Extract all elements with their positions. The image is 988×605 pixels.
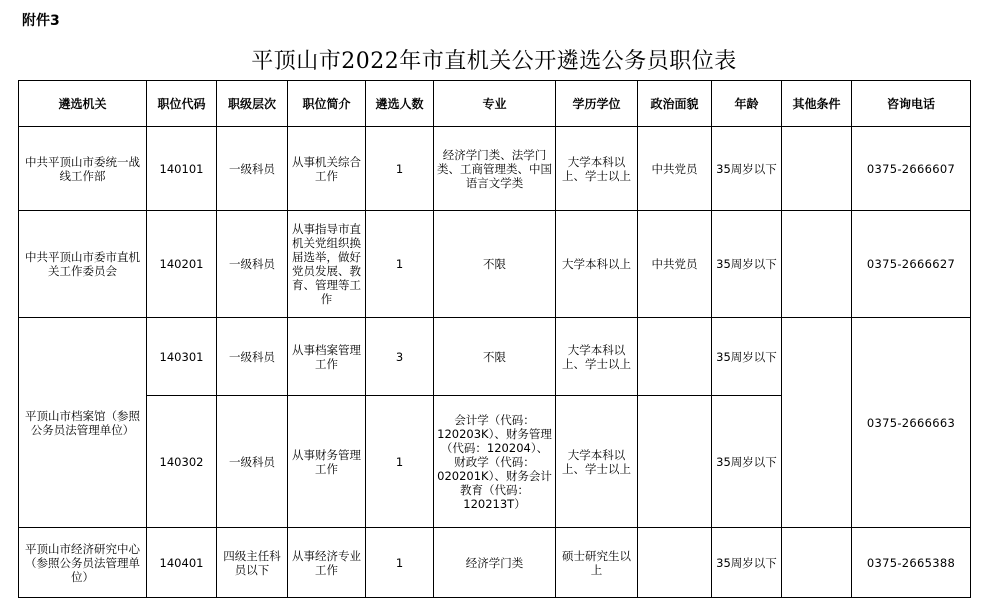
- header-row: [19, 81, 971, 127]
- edu-cell: 硕士研究生以上: [556, 528, 638, 598]
- level-cell: 一级科员: [217, 211, 288, 318]
- positions-table: [18, 80, 971, 598]
- major-cell: 经济学门类、法学门类、工商管理类、中国语言文学类: [434, 127, 556, 211]
- header-cell: 其他条件: [782, 81, 852, 127]
- code-cell: 140201: [147, 211, 217, 318]
- other-cell: [782, 211, 852, 318]
- header-cell: 专业: [434, 81, 556, 127]
- intro-text: 从事指导市直机关党组织换届选举，做好党员发展、教育、管理等工作: [292, 222, 361, 306]
- other-cell: [782, 528, 852, 598]
- org-cell: 平顶山市档案馆（参照公务员法管理单位）: [19, 318, 147, 528]
- age-cell: 35周岁以下: [712, 396, 782, 528]
- org-cell: 平顶山市经济研究中心（参照公务员法管理单位）: [19, 528, 147, 598]
- count-cell: 1: [366, 127, 434, 211]
- header-cell: 学历学位: [556, 81, 638, 127]
- table-row: [19, 211, 971, 318]
- phone-cell: 0375-2665388: [852, 528, 971, 598]
- level-cell: 四级主任科员以下: [217, 528, 288, 598]
- table-row: [19, 528, 971, 598]
- count-cell: 1: [366, 528, 434, 598]
- political-cell: 中共党员: [638, 211, 712, 318]
- intro-cell: 从事档案管理工作: [288, 318, 366, 396]
- header-cell: 遴选机关: [19, 81, 147, 127]
- intro-cell: 从事财务管理工作: [288, 396, 366, 528]
- phone-cell: 0375-2666607: [852, 127, 971, 211]
- major-cell: 不限: [434, 211, 556, 318]
- political-cell: 中共党员: [638, 127, 712, 211]
- header-cell: 咨询电话: [852, 81, 971, 127]
- level-cell: 一级科员: [217, 396, 288, 528]
- org-cell: 中共平顶山市委市直机关工作委员会: [19, 211, 147, 318]
- page-title: 平顶山市2022年市直机关公开遴选公务员职位表: [251, 49, 737, 74]
- age-cell: 35周岁以下: [712, 528, 782, 598]
- count-cell: 1: [366, 396, 434, 528]
- political-cell: [638, 528, 712, 598]
- code-cell: 140301: [147, 318, 217, 396]
- org-cell: 中共平顶山市委统一战线工作部: [19, 127, 147, 211]
- table-row: [19, 318, 971, 396]
- major-cell: 会计学（代码：120203K）、财务管理（代码：120204）、财政学（代码：020201K）、财务会计教育（代码：120213T）: [434, 396, 556, 528]
- header-cell: 职位代码: [147, 81, 217, 127]
- level-cell: 一级科员: [217, 127, 288, 211]
- phone-cell: 0375-2666627: [852, 211, 971, 318]
- edu-cell: 大学本科以上、学士以上: [556, 127, 638, 211]
- header-cell: 职位简介: [288, 81, 366, 127]
- table-row: [19, 127, 971, 211]
- code-cell: 140101: [147, 127, 217, 211]
- count-cell: 3: [366, 318, 434, 396]
- intro-cell: [288, 211, 366, 318]
- age-cell: 35周岁以下: [712, 211, 782, 318]
- edu-cell: 大学本科以上、学士以上: [556, 318, 638, 396]
- age-cell: 35周岁以下: [712, 127, 782, 211]
- code-cell: 140401: [147, 528, 217, 598]
- intro-cell: 从事经济专业工作: [288, 528, 366, 598]
- code-cell: 140302: [147, 396, 217, 528]
- header-cell: 遴选人数: [366, 81, 434, 127]
- phone-cell: 0375-2666663: [852, 318, 971, 528]
- major-cell: 经济学门类: [434, 528, 556, 598]
- edu-cell: 大学本科以上、学士以上: [556, 396, 638, 528]
- header-cell: 政治面貌: [638, 81, 712, 127]
- edu-cell: 大学本科以上: [556, 211, 638, 318]
- header-cell: 年龄: [712, 81, 782, 127]
- other-cell: [782, 318, 852, 528]
- header-cell: 职级层次: [217, 81, 288, 127]
- intro-cell: 从事机关综合工作: [288, 127, 366, 211]
- count-cell: 1: [366, 211, 434, 318]
- major-cell: 不限: [434, 318, 556, 396]
- political-cell: [638, 318, 712, 396]
- level-cell: 一级科员: [217, 318, 288, 396]
- political-cell: [638, 396, 712, 528]
- age-cell: 35周岁以下: [712, 318, 782, 396]
- other-cell: [782, 127, 852, 211]
- attachment-label: 附件3: [22, 13, 60, 29]
